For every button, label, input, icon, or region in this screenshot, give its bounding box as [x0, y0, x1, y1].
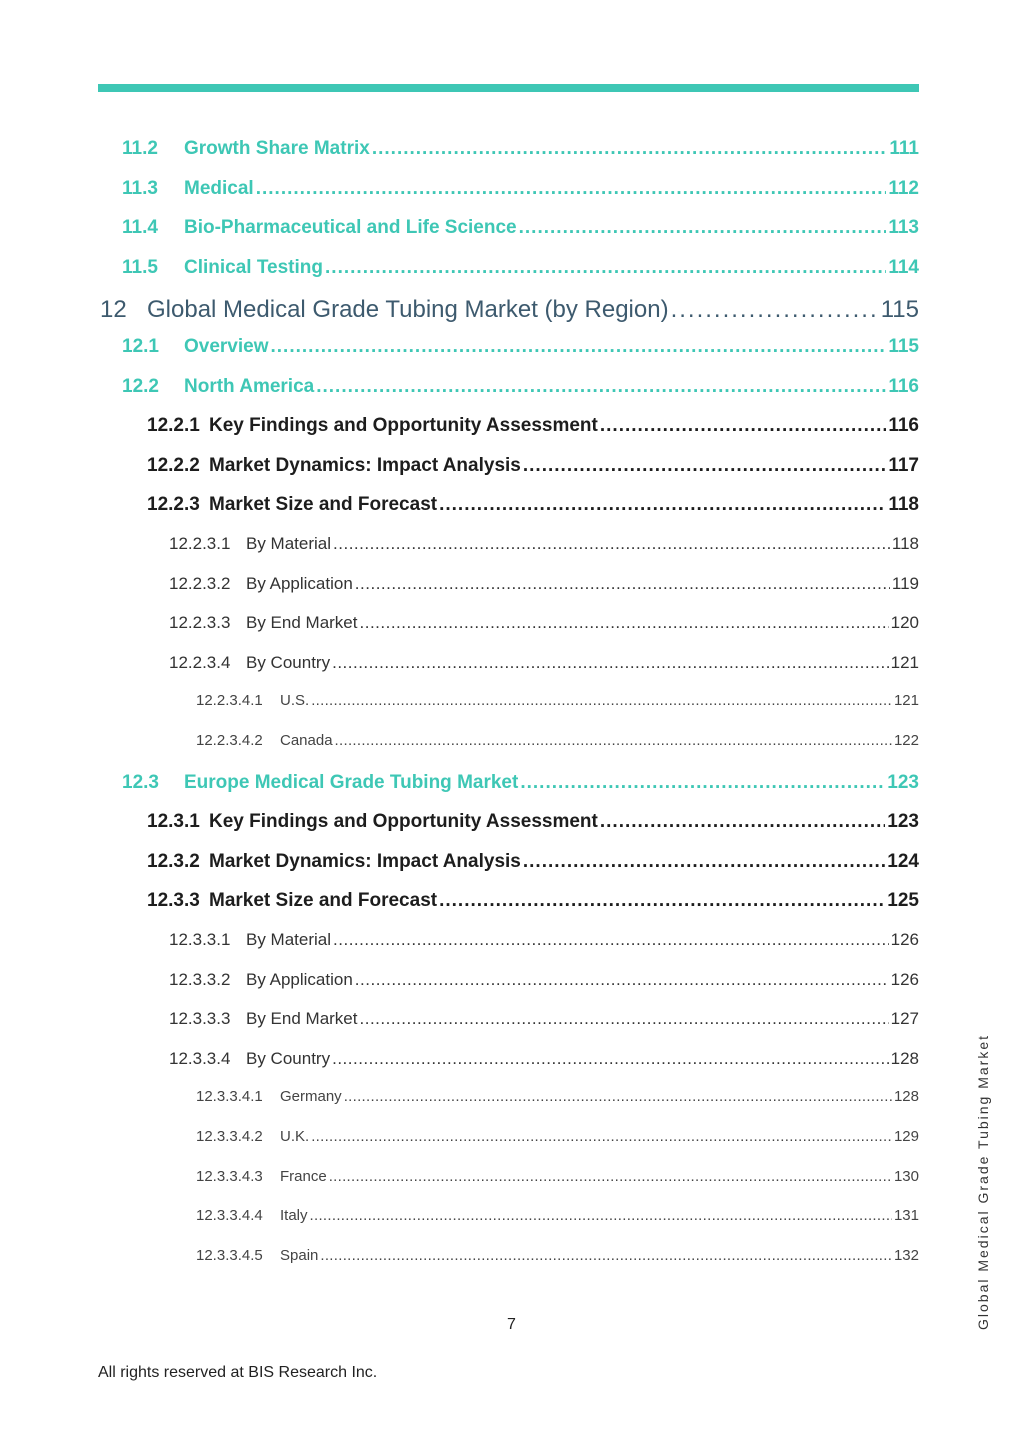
toc-dot-leader	[600, 415, 886, 437]
toc-entry[interactable]	[147, 494, 919, 516]
toc-dot-leader	[523, 851, 885, 873]
toc-dot-leader	[310, 1207, 892, 1224]
toc-entry[interactable]	[122, 178, 919, 200]
toc-entry-title: Spain	[280, 1246, 319, 1264]
toc-entry-title: By Material	[246, 534, 332, 553]
toc-entry[interactable]	[169, 534, 919, 554]
toc-entry[interactable]	[169, 970, 919, 990]
toc-entry-number: 12.2.3.1	[169, 534, 231, 553]
toc-entry-title: By End Market	[246, 1009, 358, 1029]
toc-entry[interactable]	[169, 574, 919, 594]
toc-dot-leader	[355, 970, 889, 990]
toc-dot-leader	[519, 217, 887, 239]
toc-dot-leader	[256, 178, 887, 200]
toc-entry[interactable]	[147, 811, 919, 833]
toc-entry-page: 122	[893, 732, 919, 749]
toc-entry-page: 118	[891, 534, 919, 553]
page-number: 7	[507, 1316, 516, 1333]
toc-dot-leader	[439, 890, 885, 912]
toc-entry-title: Market Size and Forecast	[209, 890, 438, 912]
toc-entry-number: 12.3.3.4.5	[196, 1246, 263, 1264]
toc-entry-title: Canada	[280, 732, 333, 749]
toc-entry-page: 128	[893, 1088, 919, 1106]
footer-copyright: All rights reserved at BIS Research Inc.	[98, 1364, 378, 1381]
toc-entry-number: 11.4	[122, 217, 158, 239]
toc-entry-title: Germany	[280, 1088, 342, 1106]
toc-entry-page: 121	[893, 692, 919, 710]
toc-entry-number: 12.3.3.3	[169, 1009, 231, 1029]
toc-entry-page: 125	[887, 890, 919, 912]
toc-entry-page: 130	[893, 1167, 919, 1185]
toc-entry-number: 12.3.3	[147, 890, 200, 912]
header-accent-bar	[98, 84, 919, 92]
toc-dot-leader	[332, 653, 889, 673]
toc-entry-page: 116	[888, 375, 919, 397]
toc-entry-number: 12.2.3.2	[169, 573, 231, 593]
toc-entry-title: Overview	[184, 336, 269, 357]
toc-dot-leader	[320, 1247, 892, 1264]
toc-entry-title: Global Medical Grade Tubing Market (by Region)	[147, 296, 669, 324]
toc-dot-leader	[600, 811, 885, 833]
toc-entry-number: 11.5	[122, 256, 158, 278]
toc-entry-page: 111	[889, 138, 919, 159]
toc-entry-page: 115	[880, 296, 919, 324]
toc-entry-title: Key Findings and Opportunity Assessment	[209, 415, 598, 437]
toc-entry-title: U.S.	[280, 692, 310, 710]
toc-entry-page: 120	[890, 613, 919, 633]
toc-dot-leader	[671, 296, 879, 324]
toc-entry-page: 123	[887, 811, 919, 833]
toc-entry-number: 12	[100, 296, 127, 324]
toc-dot-leader	[325, 257, 886, 279]
toc-entry-page: 124	[887, 850, 919, 872]
toc-entry-number: 12.1	[122, 336, 159, 357]
toc-entry[interactable]	[169, 613, 919, 633]
toc-entry[interactable]	[122, 138, 919, 160]
toc-entry-page: 127	[890, 1009, 919, 1029]
toc-entry-number: 12.2.1	[147, 415, 200, 437]
toc-entry-page: 126	[890, 930, 919, 949]
toc-entry[interactable]	[147, 415, 919, 437]
toc-entry-title: U.K.	[280, 1128, 310, 1145]
toc-entry[interactable]	[122, 772, 919, 794]
toc-dot-leader	[271, 336, 887, 358]
toc-entry-title: By Country	[246, 1048, 331, 1068]
toc-entry-number: 12.3.2	[147, 850, 200, 872]
toc-entry-number: 12.2.2	[147, 454, 200, 476]
toc-entry-number: 12.2.3	[147, 494, 200, 516]
toc-entry-title: France	[280, 1167, 327, 1185]
toc-entry-page: 131	[893, 1207, 919, 1225]
toc-entry[interactable]	[196, 732, 919, 749]
toc-entry-page: 114	[888, 256, 919, 278]
toc-entry-title: Key Findings and Opportunity Assessment	[209, 811, 598, 833]
toc-entry-number: 12.2.3.4.1	[196, 692, 263, 710]
toc-entry-page: 129	[893, 1128, 919, 1145]
toc-entry-title: By Country	[246, 652, 331, 672]
toc-entry[interactable]	[169, 653, 919, 673]
toc-entry-number: 12.2.3.3	[169, 613, 231, 633]
toc-entry[interactable]	[147, 851, 919, 873]
toc-entry-title: North America	[184, 375, 315, 397]
toc-dot-leader	[360, 1009, 889, 1029]
toc-entry-number: 12.2	[122, 375, 159, 397]
toc-entry[interactable]	[169, 1049, 919, 1069]
toc-entry-number: 11.2	[122, 138, 158, 159]
toc-entry-title: Clinical Testing	[184, 256, 324, 278]
toc-entry-number: 12.3.1	[147, 811, 200, 833]
toc-entry-page: 116	[888, 415, 919, 437]
toc-entry[interactable]	[196, 1088, 919, 1105]
toc-entry-page: 112	[888, 177, 919, 199]
toc-entry-number: 12.3.3.4.2	[196, 1128, 263, 1145]
toc-entry-page: 113	[888, 217, 919, 239]
toc-entry[interactable]	[196, 1207, 919, 1224]
toc-dot-leader	[311, 692, 892, 709]
toc-entry-page: 117	[888, 454, 919, 476]
toc-entry-title: Europe Medical Grade Tubing Market	[184, 771, 519, 793]
toc-dot-leader	[333, 534, 890, 554]
toc-entry[interactable]	[122, 336, 919, 358]
toc-entry[interactable]	[196, 1247, 919, 1264]
toc-entry-page: 119	[891, 573, 919, 593]
toc-entry-page: 128	[890, 1048, 919, 1068]
toc-entry-title: Growth Share Matrix	[184, 138, 370, 159]
toc-entry[interactable]	[147, 890, 919, 912]
toc-dot-leader	[372, 138, 888, 160]
toc-entry-title: Market Dynamics: Impact Analysis	[209, 454, 521, 476]
toc-dot-leader	[344, 1088, 892, 1105]
side-document-title: Global Medical Grade Tubing Market	[975, 1034, 991, 1330]
toc-entry-page: 126	[890, 969, 919, 989]
toc-entry-number: 12.3.3.1	[169, 930, 231, 949]
toc-entry[interactable]	[196, 692, 919, 709]
toc-entry[interactable]	[147, 455, 919, 477]
toc-entry-title: Market Dynamics: Impact Analysis	[209, 850, 521, 872]
toc-dot-leader	[335, 732, 892, 749]
toc-entry-page: 118	[888, 494, 919, 516]
toc-entry[interactable]	[100, 296, 919, 324]
toc-entry-number: 12.3.3.4	[169, 1048, 231, 1068]
toc-entry-page: 123	[887, 771, 919, 793]
toc-entry[interactable]	[169, 930, 919, 950]
toc-entry-title: By Application	[246, 573, 353, 593]
toc-entry[interactable]	[122, 376, 919, 398]
toc-entry[interactable]	[196, 1168, 919, 1185]
toc-entry-number: 12.2.3.4	[169, 652, 231, 672]
toc-dot-leader	[360, 613, 889, 633]
toc-entry-title: By Material	[246, 930, 332, 949]
toc-entry-title: Market Size and Forecast	[209, 494, 438, 516]
toc-entry[interactable]	[196, 1128, 919, 1145]
toc-entry-title: By End Market	[246, 613, 358, 633]
toc-entry-page: 115	[888, 336, 919, 357]
toc-entry-number: 11.3	[122, 177, 158, 199]
toc-entry-number: 12.3.3.4.3	[196, 1167, 263, 1185]
toc-entry[interactable]	[122, 257, 919, 279]
toc-entry-number: 12.3	[122, 771, 159, 793]
toc-dot-leader	[329, 1168, 892, 1185]
toc-dot-leader	[520, 772, 885, 794]
toc-dot-leader	[439, 494, 886, 516]
toc-dot-leader	[311, 1128, 892, 1145]
toc-entry-page: 132	[893, 1246, 919, 1264]
toc-dot-leader	[316, 376, 886, 398]
toc-dot-leader	[332, 1049, 889, 1069]
toc-entry-title: Bio-Pharmaceutical and Life Science	[184, 217, 517, 239]
toc-entry-number: 12.3.3.2	[169, 969, 231, 989]
toc-dot-leader	[333, 930, 889, 950]
toc-entry-page: 121	[890, 652, 919, 672]
toc-entry[interactable]	[169, 1009, 919, 1029]
toc-entry-number: 12.3.3.4.4	[196, 1207, 263, 1225]
toc-entry-title: Medical	[184, 177, 254, 199]
toc-entry[interactable]	[122, 217, 919, 239]
toc-entry-title: By Application	[246, 969, 353, 989]
toc-entry-number: 12.3.3.4.1	[196, 1088, 263, 1106]
toc-entry-title: Italy	[280, 1207, 308, 1225]
toc-entry-number: 12.2.3.4.2	[196, 732, 263, 749]
toc-dot-leader	[523, 455, 886, 477]
toc-dot-leader	[355, 574, 890, 594]
